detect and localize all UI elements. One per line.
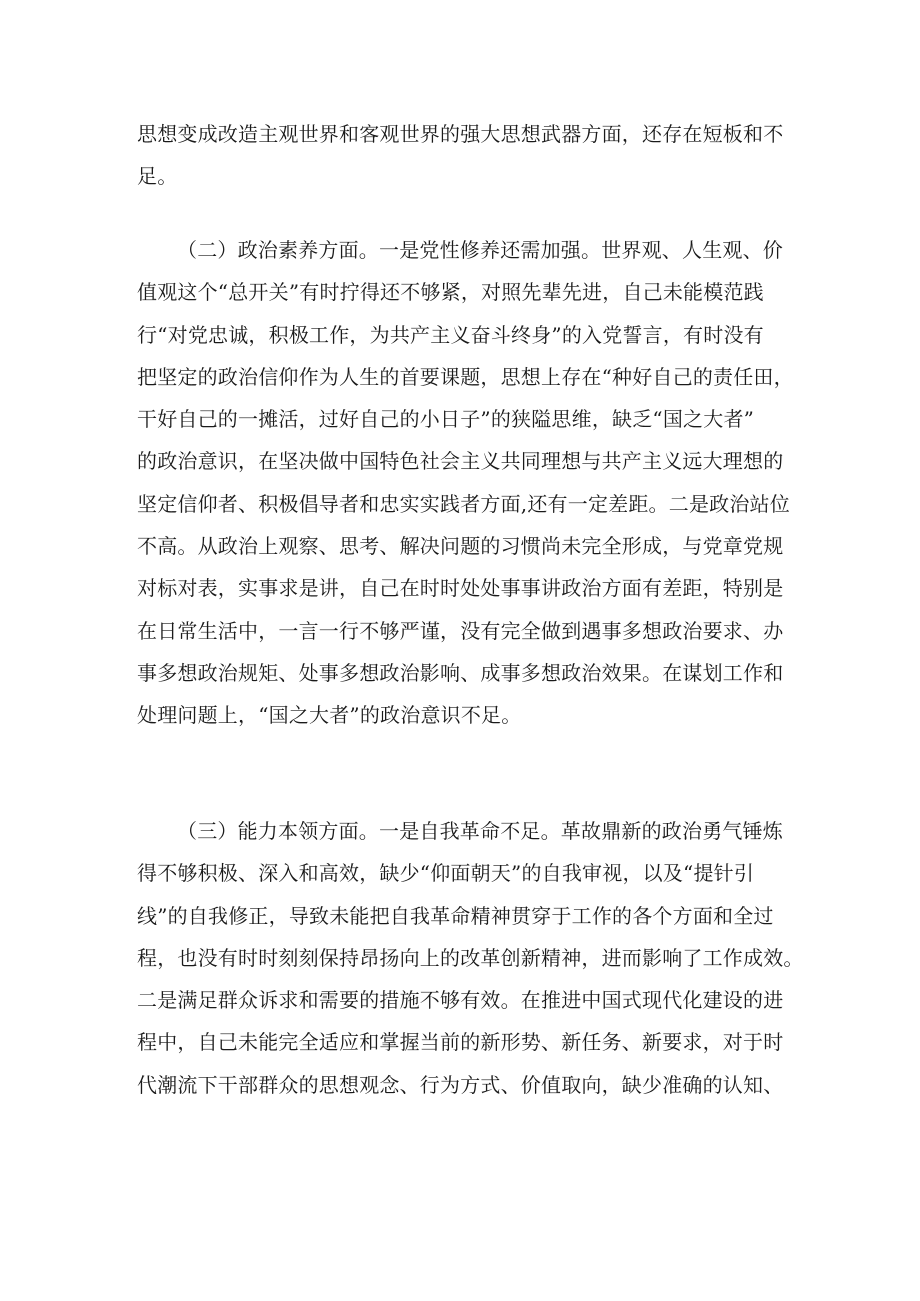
paragraph-3-ability <box>137 810 804 1106</box>
text-line: 程中，自己未能完全适应和掌握当前的新形势、新任务、新要求，对于时 <box>137 1030 784 1055</box>
text-line: 处理问题上，“国之大者”的政治意识不足。 <box>137 703 522 728</box>
text-line: （二）政治素养方面。一是党性修养还需加强。世界观、人生观、价 <box>177 238 783 262</box>
text-line: （三）能力本领方面。一是自我革命不足。革故鼎新的政治勇气锤炼 <box>177 819 783 843</box>
text-line: 在日常生活中，一言一行不够严谨，没有完全做到遇事多想政治要求、办 <box>137 618 784 643</box>
text-line: 把坚定的政治信仰作为人生的首要课题，思想上存在“种好自己的责任田， <box>137 364 794 389</box>
paragraph-1 <box>137 113 787 198</box>
text-line: 思想变成改造主观世界和客观世界的强大思想武器方面，还存在短板和不 <box>137 122 784 146</box>
text-line: 坚定信仰者、积极倡导者和忠实实践者方面,还有一定差距。二是政治站位 <box>137 491 790 516</box>
text-line: 干好自己的一摊活，过好自己的小日子”的狭隘思维，缺乏“国之大者” <box>137 407 755 432</box>
text-line: 足。 <box>137 164 178 189</box>
text-line: 二是满足群众诉求和需要的措施不够有效。在推进中国式现代化建设的进 <box>137 988 784 1013</box>
text-line: 的政治意识，在坚决做中国特色社会主义共同理想与共产主义远大理想的 <box>137 449 784 474</box>
text-line: 值观这个“总开关”有时拧得还不够紧，对照先辈先进，自己未能模范践 <box>137 280 764 305</box>
paragraph-2-political-quality <box>137 229 794 737</box>
text-line: 不高。从政治上观察、思考、解决问题的习惯尚未完全形成，与党章党规 <box>137 534 784 559</box>
text-line: 代潮流下干部群众的思想观念、行为方式、价值取向，缺少准确的认知、 <box>137 1072 784 1097</box>
text-line: 事多想政治规矩、处事多想政治影响、成事多想政治效果。在谋划工作和 <box>137 660 784 685</box>
text-line: 线”的自我修正，导致未能把自我革命精神贯穿于工作的各个方面和全过 <box>137 903 774 928</box>
text-line: 得不够积极、深入和高效，缺少“仰面朝天”的自我审视，以及“提针引 <box>137 861 755 886</box>
text-line: 行“对党忠诚，积极工作，为共产主义奋斗终身”的入党誓言，有时没有 <box>137 322 764 347</box>
text-line: 程，也没有时时刻刻保持昂扬向上的改革创新精神，进而影响了工作成效。 <box>137 945 804 970</box>
text-line: 对标对表，实事求是讲，自己在时时处处事事讲政治方面有差距，特别是 <box>137 576 784 601</box>
